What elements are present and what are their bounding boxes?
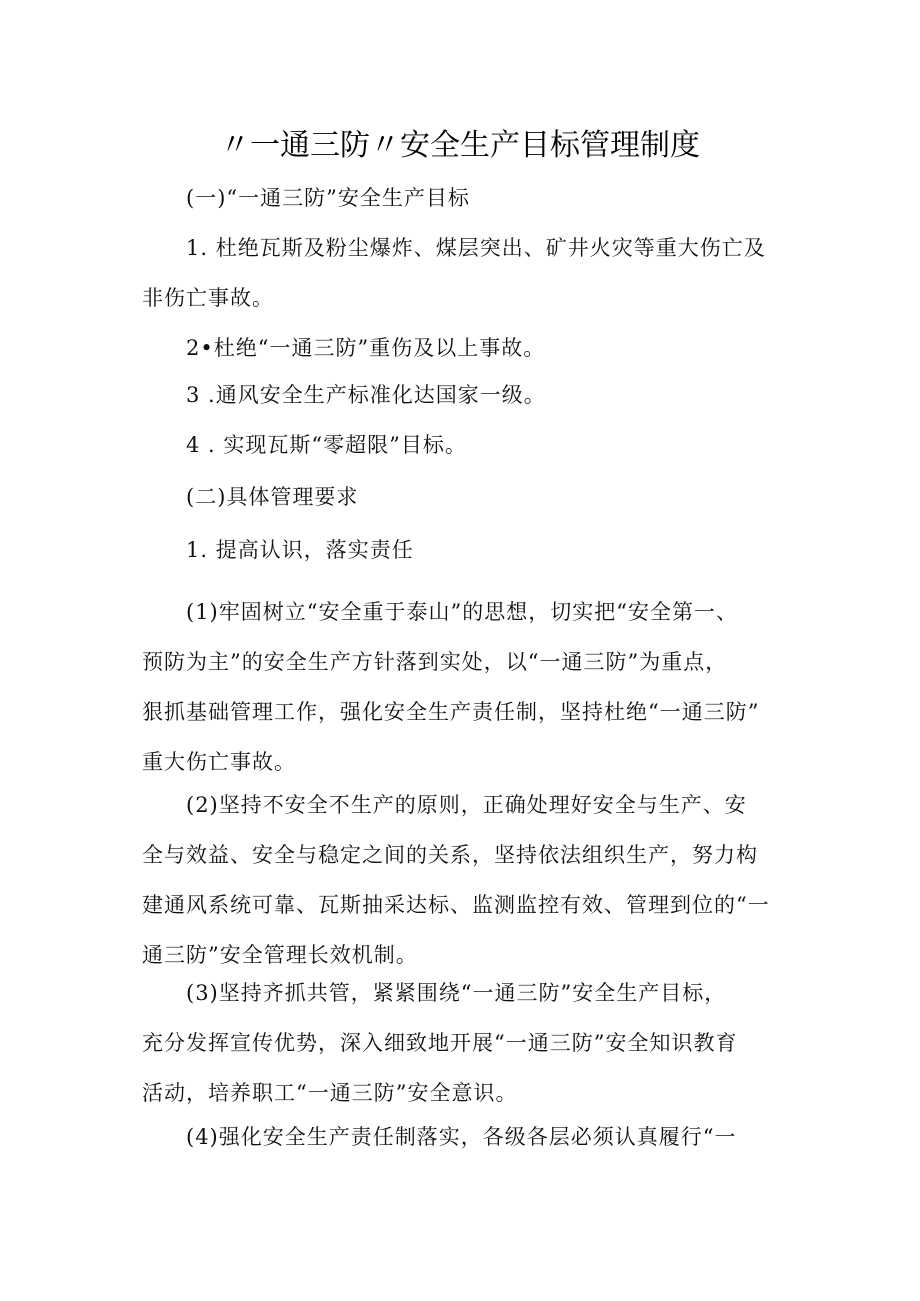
subsection-heading-1: 1. 提高认识，落实责任	[186, 538, 414, 562]
paragraph-4	[142, 1112, 792, 1162]
paragraph-1-line-2: 预防为主”的安全生产方针落到实处，以“一通三防”为重点，	[142, 650, 728, 674]
paragraph-3-line-3: 活动，培养职工“一通三防”安全意识。	[142, 1081, 518, 1105]
paragraph-2-line-4: 通三防”安全管理长效机制。	[142, 943, 418, 967]
paragraph-1-line-3: 狠抓基础管理工作，强化安全生产责任制，坚持杜绝“一通三防”	[142, 700, 760, 724]
paragraph-2-line-3: 建通风系统可靠、瓦斯抽采达标、监测监控有效、管理到位的“一	[142, 893, 770, 917]
paragraph-2	[142, 780, 792, 980]
goal-item-1-line-1: 1. 杜绝瓦斯及粉尘爆炸、煤层突出、矿井火灾等重大伤亡及	[186, 236, 766, 260]
goal-item-3: 3 .通风安全生产标准化达国家一级。	[186, 383, 546, 407]
goal-item-4: 4 . 实现瓦斯“零超限”目标。	[186, 433, 467, 457]
paragraph-2-line-1: (2)坚持不安全不生产的原则，正确处理好安全与生产、安	[186, 793, 747, 817]
paragraph-2-line-2: 全与效益、安全与稳定之间的关系，坚持依法组织生产，努力构	[142, 843, 758, 867]
goal-item-2: 2•杜绝“一通三防”重伤及以上事故。	[186, 336, 546, 360]
section-heading-goals: (一)“一通三防”安全生产目标	[186, 186, 470, 210]
paragraph-1-line-4: 重大伤亡事故。	[142, 750, 296, 774]
paragraph-3-line-2: 充分发挥宣传优势，深入细致地开展“一通三防”安全知识教育	[142, 1031, 738, 1055]
paragraph-4-line-1: (4)强化安全生产责任制落实，各级各层必须认真履行“一	[186, 1125, 737, 1149]
paragraph-1	[142, 587, 792, 787]
paragraph-3-line-1: (3)坚持齐抓共管，紧紧围绕“一通三防”安全生产目标，	[186, 981, 727, 1005]
document-title: 〃一通三防〃安全生产目标管理制度	[220, 128, 700, 163]
goal-item-1-line-2: 非伤亡事故。	[142, 286, 274, 310]
paragraph-1-line-1: (1)牢固树立“安全重于泰山”的思想，切实把“安全第一、	[186, 600, 738, 624]
section-heading-requirements: (二)具体管理要求	[186, 485, 359, 509]
paragraph-3	[142, 968, 792, 1118]
